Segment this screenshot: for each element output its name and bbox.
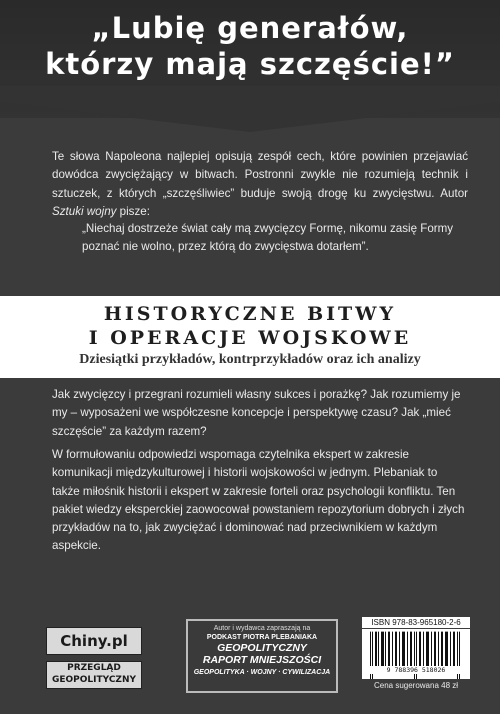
book-title: Sztuki wojny [52,204,117,218]
band-subtitle: Dziesiątki przykładów, kontrprzykładów oraz ich analizy [79,352,421,367]
promo-tags: GEOPOLITYKA · WOJNY · CYWILIZACJA [193,669,331,676]
author-paragraph: W formułowaniu odpowiedzi wspomaga czytelnika ekspert w zakresie komunikacji międzykulturowej i historii wojskowości w jednym. Plebaniak to także miłośnik historii i ekspert w zakresie forteli oraz psychologii konfliktu. Ten pakiet wiedzy eksperckiej zaowocował powstaniem repozytorium dobrych i złych przykładów na to, jak zwyciężać i dominować nad przeciwnikiem w każdym aspekcie. [52,448,465,553]
chiny-logo [46,627,142,655]
header-chevron [0,86,500,134]
logo2-line-1: PRZEGLĄD [67,663,121,673]
promo-title-1: GEOPOLITYCZNY [217,642,307,654]
band-title-line-1: HISTORYCZNE BITWY [103,303,397,325]
isbn-block [362,617,472,697]
intro-text-after: pisze: [116,204,150,218]
napoleon-quote: „Niechaj dostrzeże świat cały mą zwycięzcy Formę, nikomu zasię Formy poznać nie wolno, przez którą do zwycięstwa dotarłem”. [82,222,454,254]
logo2-line-2: GEOPOLITYCZNY [51,675,137,685]
suggested-price: Cena sugerowana 48 zł [373,681,459,690]
headline-line-1: „Lubię generałów, [91,11,409,45]
barcode-digits: 9 788396 518026 [362,666,470,674]
headline [0,10,500,82]
podcast-promo [186,619,338,693]
questions-paragraph: Jak zwycięzcy i przegrani rozumieli własny sukces i porażkę? Jak rozumiemy je my – wyposażeni we współczesne koncepcje i perspektywę czasu? Jak „mieć szczęście” za każdym razem? [52,388,461,438]
przeglad-geopolityczny-logo [46,661,142,689]
footer [46,617,466,697]
isbn-text: ISBN 978-83-965180-2-6 [362,617,470,628]
intro-paragraph [52,148,468,221]
title-band [0,296,500,378]
promo-invite: Autor i wydawca zapraszają na [213,625,311,632]
headline-line-2: którzy mają szczęście!” [45,47,455,81]
promo-podcast-name: PODKAST PIOTRA PLEBANIAKA [206,634,318,641]
promo-title-2: RAPORT MNIEJSZOŚCI [202,654,322,666]
intro-text-before: Te słowa Napoleona najlepiej opisują zespół cech, które powinien przejawiać dowódca zwyciężający w bitwach. Postronni zwykle nie rozumieją technik i sztuczek, z których „szczęśliwiec” buduje swoją drogę ku zwycięstwu. Autor [52,150,468,200]
chiny-logo-text: Chiny.pl [60,632,128,650]
band-title-line-2: I OPERACJE WOJSKOWE [88,327,412,349]
